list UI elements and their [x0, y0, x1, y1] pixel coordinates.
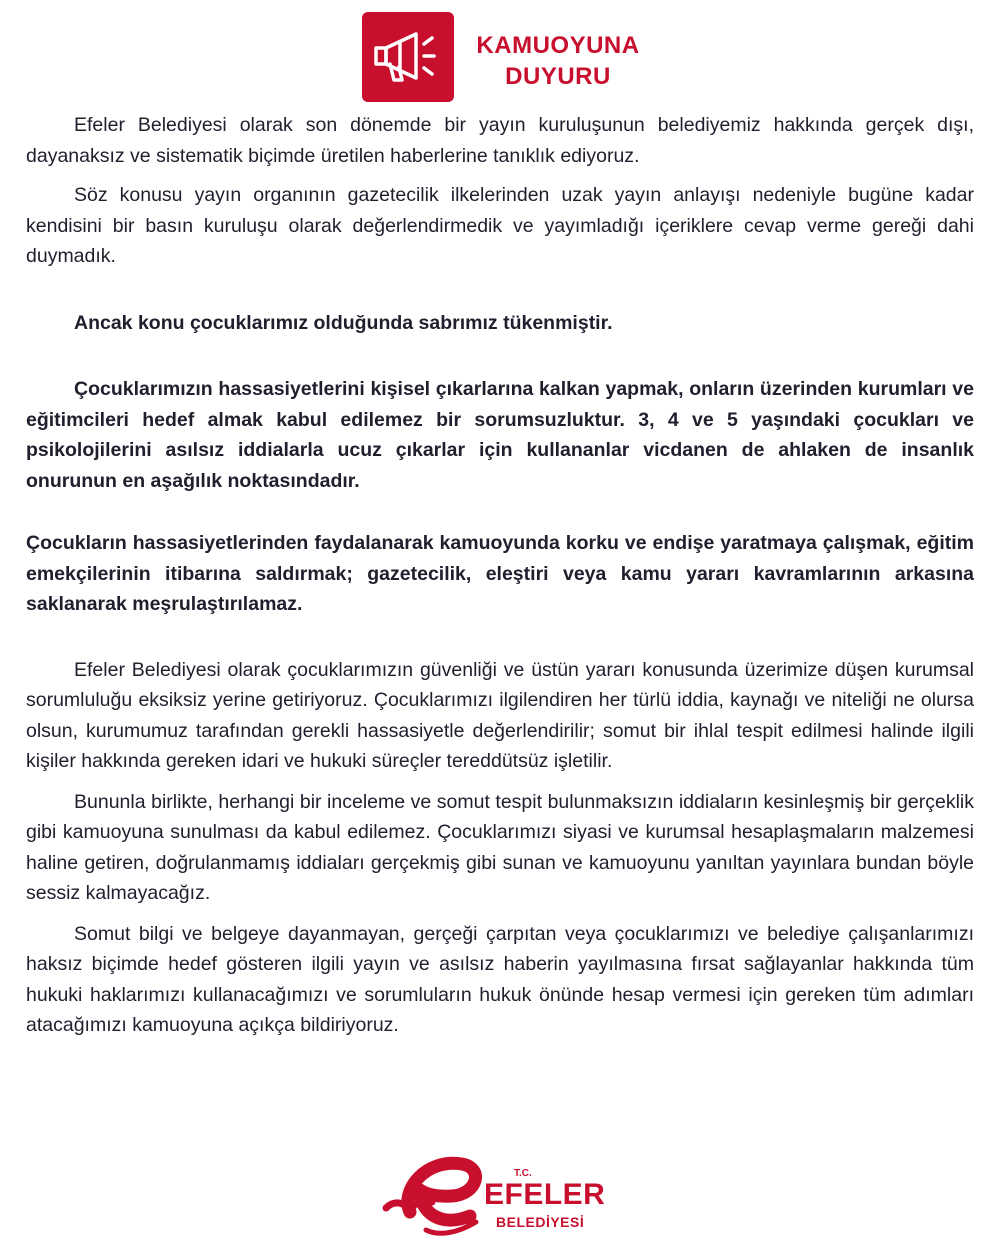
- paragraph-1: Efeler Belediyesi olarak son dönemde bir yayın kuruluşunun belediyemiz hakkında gerçek dışı, dayanaksız ve sistematik biçimde üretilen haberlerine tanıklık ediyoruz.: [26, 114, 974, 167]
- paragraph-4: Çocuklarımızın hassasiyetlerini kişisel çıkarlarına kalkan yapmak, onların üzerinden kurumları ve eğitimcileri hedef almak kabul edilemez bir sorumsuzluktur. 3, 4 ve 5 yaşındaki çocukları ve psikolojilerini asılsız iddialarla ucuz çıkarlar için kullananlar vicdanen de ahlaken de insanlık onurunun en aşağılık noktasındadır.: [26, 378, 974, 492]
- megaphone-badge: [362, 12, 454, 102]
- megaphone-icon: [370, 24, 446, 90]
- title-line-2: DUYURU: [505, 63, 611, 90]
- logo-prefix: T.C.: [514, 1168, 532, 1179]
- announcement-body: [26, 110, 974, 1041]
- paragraph-5: Çocukların hassasiyetlerinden faydalanarak kamuoyunda korku ve endişe yaratmaya çalışmak, eğitim emekçilerinin itibarına saldırmak; gazetecilik, eleştiri veya kamu yararı kavramlarının arkasına saklanarak meşrulaştırılamaz.: [26, 532, 974, 615]
- paragraph-6: Efeler Belediyesi olarak çocuklarımızın güvenliği ve üstün yararı konusunda üzerimize düşen kurumsal sorumluluğu eksiksiz yerine getiriyoruz. Çocuklarımızı ilgilendiren her türlü iddia, kaynağı ve niteliği ne olursa olsun, kurumumuz tarafından gerekli hassasiyetle değerlendirilir; somut bir ihlal tespit edilmesi halinde ilgili kişiler hakkında gereken idari ve hukuki süreçler tereddütsüz işletilir.: [26, 658, 974, 772]
- efeler-belediyesi-logo: [380, 1150, 606, 1240]
- paragraph-2: Söz konusu yayın organının gazetecilik ilkelerinden uzak yayın anlayışı nedeniyle bugüne kadar kendisini bir basın kuruluşu olarak değerlendirmedik ve yayımladığı içeriklere cevap verme gereği dahi duymadık.: [26, 184, 974, 267]
- title-line-1: KAMUOYUNA: [476, 32, 640, 59]
- paragraph-7: Bununla birlikte, herhangi bir inceleme ve somut tespit bulunmaksızın iddiaların kesinleşmiş bir gerçeklik gibi kamuoyuna sunulması da kabul edilemez. Çocuklarımızı siyasi ve kurumsal hesaplaşmaların malzemesi haline getiren, doğrulanmamış iddiaları gerçekmiş gibi sunan ve kamuoyunu yanıltan yayınlara bundan böyle sessiz kalmayacağız.: [26, 790, 974, 904]
- paragraph-3: Ancak konu çocuklarımız olduğunda sabrımız tükenmiştir.: [74, 311, 613, 334]
- announcement-header: [0, 0, 1002, 110]
- logo-subtitle: BELEDİYESİ: [496, 1214, 585, 1230]
- paragraph-8: Somut bilgi ve belgeye dayanmayan, gerçeği çarpıtan veya çocuklarımızı ve belediye çalışanlarımızı haksız biçimde hedef gösteren ilgili yayın ve asılsız haberin yayılmasına fırsat sağlayanlar hakkında tüm hukuki haklarımızı kullanacağımızı ve sorumluların hukuk önünde hesap vermesi için gereken tüm adımları atacağımızı kamuoyuna açıkça bildiriyoruz.: [26, 922, 974, 1036]
- announcement-title: [458, 30, 658, 92]
- efeler-logo-icon: [380, 1150, 490, 1240]
- logo-name: EFELER: [484, 1178, 606, 1211]
